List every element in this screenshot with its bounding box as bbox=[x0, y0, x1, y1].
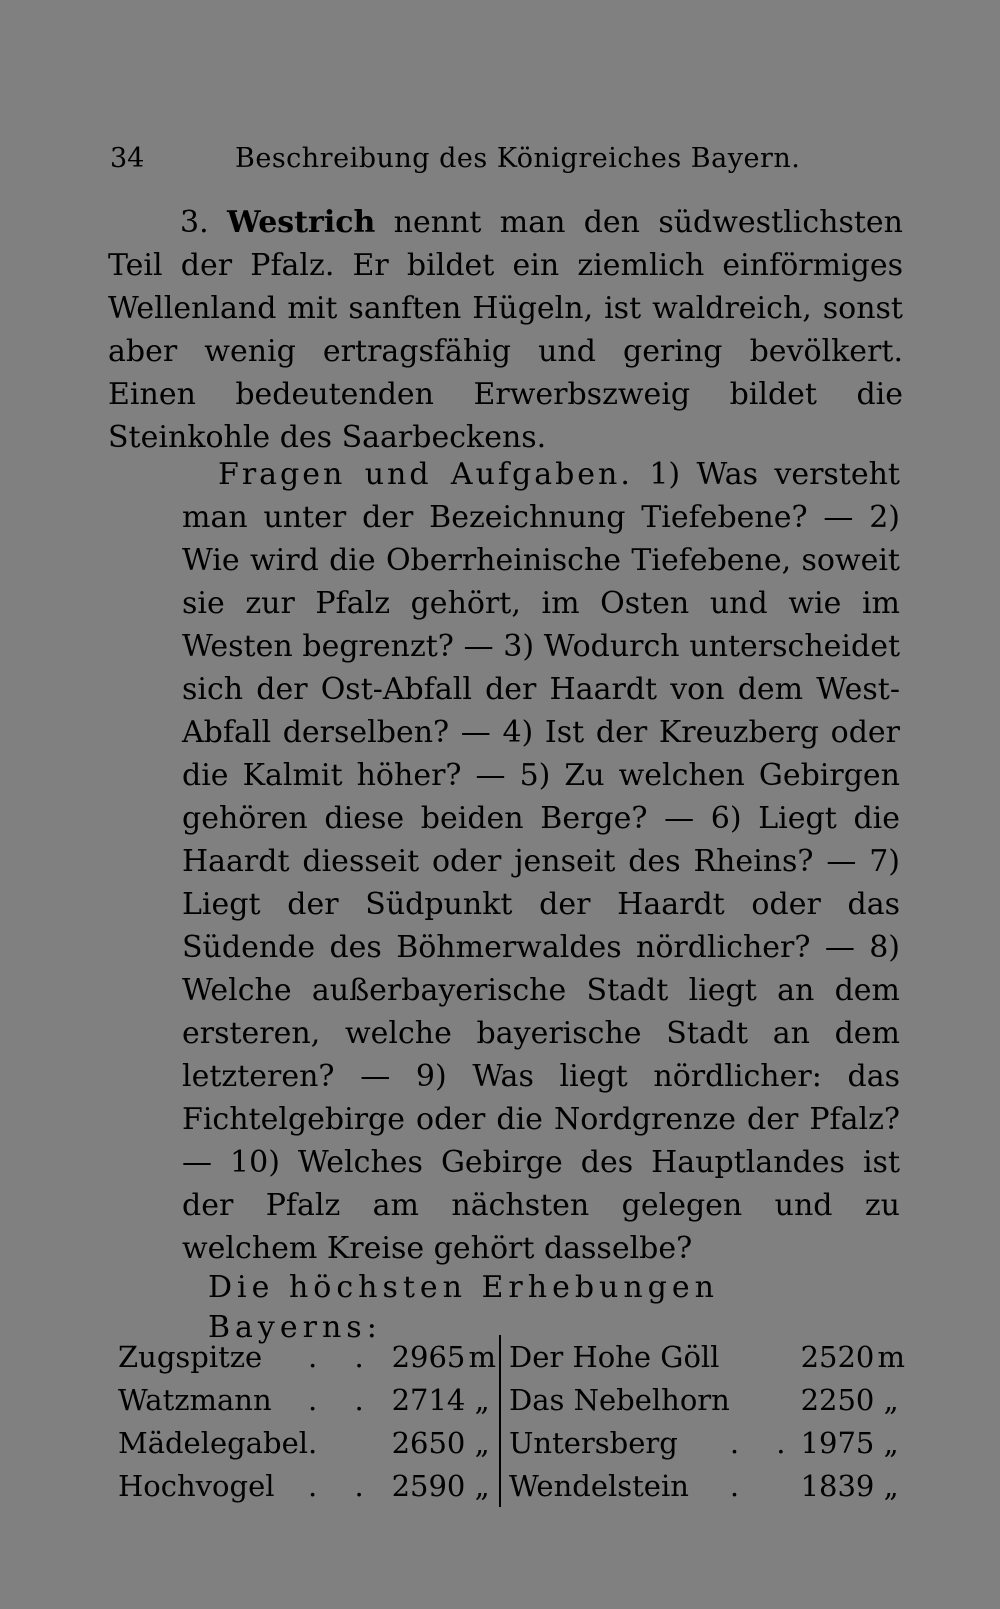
section-number: 3. bbox=[180, 205, 209, 240]
westrich-text: nennt man den südwestlichsten Teil der Pfalz. Er bildet ein ziemlich einförmiges Wellenland mit sanften Hügeln, ist waldreich, sonst aber wenig ertragsfähig und gering bevölkert. Einen bedeutenden Erwerbszweig bildet die Steinkohle des Saarbeckens. bbox=[108, 205, 903, 455]
mountain-name: Hochvogel bbox=[118, 1468, 275, 1503]
leader-dots: . bbox=[308, 1425, 332, 1460]
leader-dots: . . bbox=[308, 1339, 378, 1374]
leader-dots: . . bbox=[729, 1425, 800, 1460]
page-number: 34 bbox=[110, 143, 145, 174]
height-unit: „ bbox=[465, 1378, 500, 1421]
leader-dots bbox=[730, 1378, 800, 1421]
height-unit: „ bbox=[465, 1421, 500, 1464]
mountain-height: 1839 bbox=[800, 1468, 875, 1503]
mountain-name: Zugspitze bbox=[118, 1339, 263, 1374]
mountain-name: Wendelstein bbox=[508, 1468, 689, 1503]
height-unit: „ bbox=[883, 1468, 899, 1503]
questions-heading: Fragen und Aufgaben. bbox=[218, 457, 633, 492]
mountain-height: 2250 bbox=[800, 1382, 875, 1417]
heights-title: Die höchsten Erhebungen Bayerns: bbox=[208, 1270, 719, 1345]
height-unit: „ bbox=[883, 1425, 899, 1460]
height-unit: „ bbox=[883, 1382, 899, 1417]
height-unit: m bbox=[877, 1339, 905, 1374]
questions-text: 1) Was versteht man unter der Bezeichnung Tiefebene? — 2) Wie wird die Oberrheinische Tiefebene, soweit sie zur Pfalz gehört, im Osten und wie im Westen begrenzt? — 3) Wodurch unterscheidet sich der Ost-Abfall der Haardt von dem West-Abfall derselben? — 4) Ist der Kreuzberg oder die Kalmit höher? — 5) Zu welchen Gebirgen gehören diese beiden Berge? — 6) Liegt die Haardt diesseit oder jenseit des Rheins? — 7) Liegt der Südpunkt der Haardt oder das Südende des Böhmerwaldes nördlicher? — 8) Welche außerbayerische Stadt liegt an dem ersteren, welche bayerische Stadt an dem letzteren? — 9) Was liegt nördlicher: das Fichtelgebirge oder die Nordgrenze der Pfalz? — 10) Welches Gebirge des Hauptlandes ist der Pfalz am nächsten gelegen und zu welchem Kreise gehört dasselbe? bbox=[182, 457, 900, 1266]
leader-dots: . . bbox=[308, 1468, 378, 1503]
height-unit: m bbox=[465, 1335, 500, 1378]
table-row bbox=[118, 1335, 908, 1378]
mountain-name: Watzmann bbox=[118, 1382, 272, 1417]
table-row bbox=[118, 1421, 908, 1464]
questions-paragraph bbox=[182, 453, 900, 1270]
leader-dots: . . bbox=[308, 1382, 378, 1417]
mountain-height: 1975 bbox=[800, 1425, 875, 1460]
mountain-name: Mädelegabel bbox=[118, 1425, 309, 1460]
leader-dots: . bbox=[729, 1468, 754, 1503]
westrich-term: Westrich bbox=[226, 205, 376, 240]
mountain-name: Untersberg bbox=[508, 1425, 678, 1460]
mountain-height: 2714 bbox=[391, 1382, 466, 1417]
mountain-name: Der Hohe Göll bbox=[508, 1339, 720, 1374]
mountain-height: 2590 bbox=[391, 1468, 466, 1503]
table-row bbox=[118, 1464, 908, 1507]
mountain-height: 2965 bbox=[391, 1339, 466, 1374]
mountain-name: Das Nebelhorn bbox=[508, 1382, 730, 1417]
leader-dots bbox=[730, 1335, 800, 1378]
table-row bbox=[118, 1378, 908, 1421]
mountain-height: 2520 bbox=[800, 1339, 875, 1374]
mountain-height: 2650 bbox=[391, 1425, 466, 1460]
westrich-paragraph bbox=[108, 201, 903, 459]
height-unit: „ bbox=[465, 1464, 500, 1507]
running-title: Beschreibung des Königreiches Bayern. bbox=[235, 143, 801, 174]
heights-table bbox=[118, 1335, 908, 1507]
